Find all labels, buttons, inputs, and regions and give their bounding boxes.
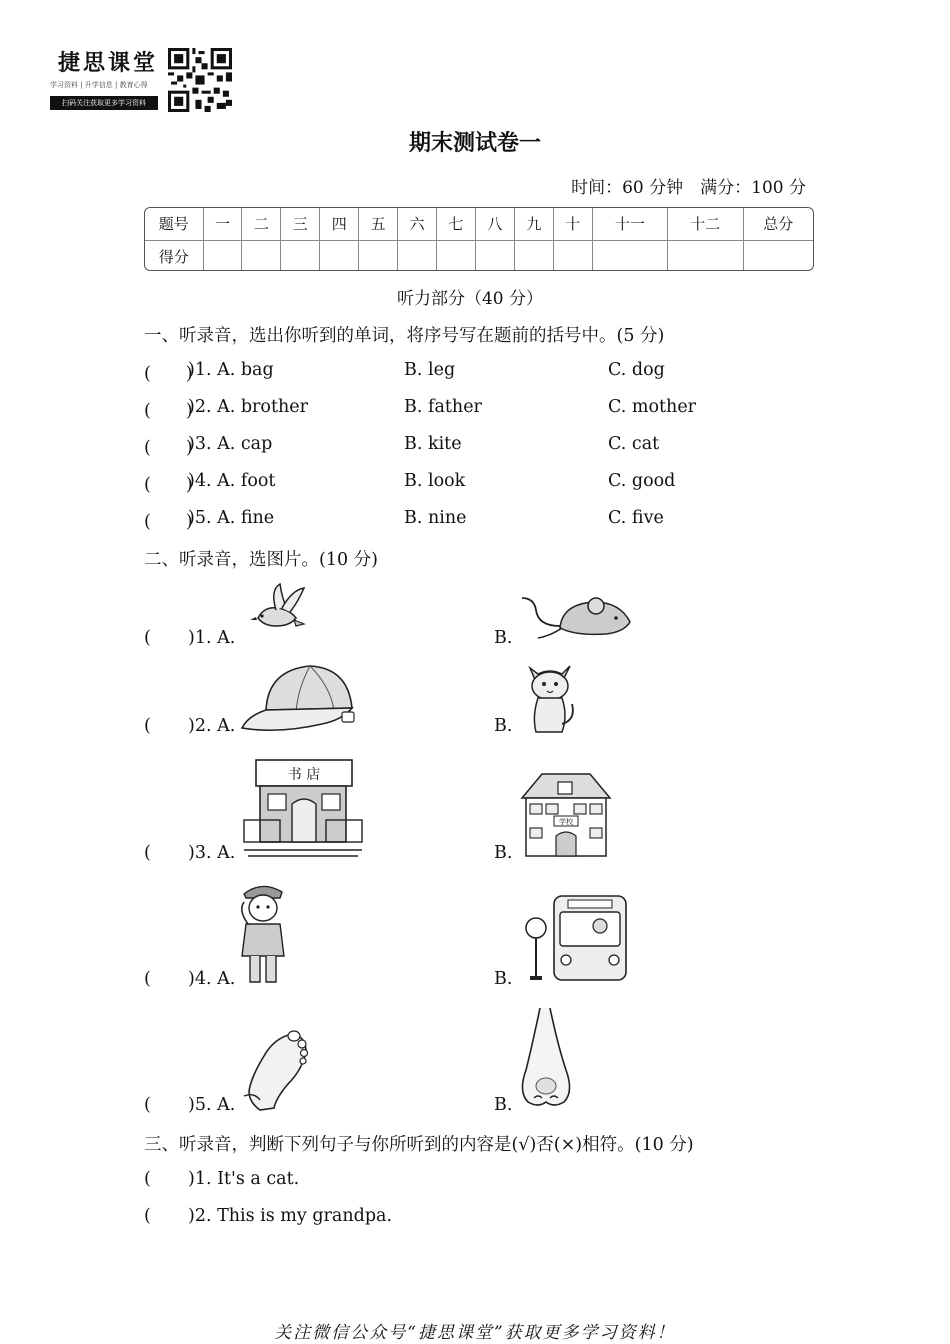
score-cell[interactable]: [475, 240, 514, 271]
nose-icon: [518, 1006, 574, 1108]
option-c: C. five: [608, 508, 664, 528]
option-c: C. cat: [608, 434, 660, 454]
score-header-cell: 七: [437, 208, 476, 240]
score-cell[interactable]: [398, 240, 437, 271]
police-officer-icon: [236, 880, 290, 988]
score-header-cell: 八: [475, 208, 514, 240]
answer-paren[interactable]: (: [144, 969, 151, 989]
answer-paren[interactable]: (: [144, 716, 151, 736]
cat-icon: [522, 660, 578, 736]
answer-paren[interactable]: (: [144, 1169, 151, 1189]
score-header-cell: 三: [281, 208, 320, 240]
score-cell[interactable]: [553, 240, 592, 271]
option-a: )1. A. bag: [188, 360, 274, 380]
option-a: )5. A. fine: [188, 508, 275, 528]
brand-tags: 学习资料 | 升学信息 | 教育心得: [50, 81, 148, 89]
answer-paren[interactable]: ( ): [144, 512, 193, 532]
brand-logo: [50, 46, 240, 116]
score-header-cell: 四: [320, 208, 359, 240]
score-header-cell: 总分: [743, 208, 813, 240]
option-b: B. kite: [404, 434, 462, 454]
school-sign-text: 学校: [559, 818, 573, 826]
option-b: B. father: [404, 397, 482, 417]
score-header-cell: 二: [242, 208, 281, 240]
option-a: )4. A. foot: [188, 471, 276, 491]
section2-title: 二、听录音，选图片。(10 分): [144, 550, 378, 570]
section1-question: [144, 508, 804, 534]
judge-sentence: )2. This is my grandpa.: [188, 1206, 393, 1226]
time-info: 时间：60 分钟 满分：100 分: [571, 178, 806, 198]
score-cell[interactable]: [437, 240, 476, 271]
answer-paren[interactable]: (: [144, 843, 151, 863]
pic-option-a-label: )2. A.: [188, 716, 236, 736]
section1-question: [144, 397, 804, 423]
score-header-cell: 五: [359, 208, 398, 240]
pic-option-a-label: )4. A.: [188, 969, 236, 989]
pic-option-b-label: B.: [494, 843, 513, 863]
score-cell[interactable]: [242, 240, 281, 271]
footer-note: 关注微信公众号“捷思课堂”获取更多学习资料！: [274, 1323, 676, 1343]
page-title: 期末测试卷一: [408, 131, 541, 156]
score-cell[interactable]: [203, 240, 242, 271]
score-cell[interactable]: [592, 240, 667, 271]
bookstore-sign-text: 书 店: [287, 767, 321, 783]
cap-icon: [238, 662, 360, 736]
mouse-icon: [516, 592, 636, 644]
answer-paren[interactable]: ( ): [144, 438, 193, 458]
pic-option-a-label: )3. A.: [188, 843, 236, 863]
pic-option-b-label: B.: [494, 1095, 513, 1115]
score-header-cell: 十: [553, 208, 592, 240]
qr-code-icon: [168, 48, 232, 112]
answer-paren[interactable]: ( ): [144, 364, 193, 384]
score-table: [144, 207, 814, 271]
score-cell[interactable]: [281, 240, 320, 271]
section1-title: 一、听录音，选出你听到的单词，将序号写在题前的括号中。(5 分): [144, 326, 665, 346]
judge-sentence: )1. It's a cat.: [188, 1169, 300, 1189]
section1-question: [144, 360, 804, 386]
score-cell[interactable]: [743, 240, 813, 271]
answer-paren[interactable]: ( ): [144, 401, 193, 421]
score-header-cell: 十二: [668, 208, 743, 240]
option-c: C. good: [608, 471, 676, 491]
bookstore-icon: [242, 758, 364, 860]
score-value-row: [145, 240, 813, 271]
score-header-cell: 六: [398, 208, 437, 240]
score-header-row: [145, 208, 813, 240]
bird-icon: [246, 580, 308, 636]
score-header-cell: 九: [514, 208, 553, 240]
school-icon: [520, 770, 612, 860]
option-a: )3. A. cap: [188, 434, 273, 454]
score-header-cell: 一: [203, 208, 242, 240]
pic-option-a-label: )1. A.: [188, 628, 236, 648]
option-b: B. nine: [404, 508, 467, 528]
score-cell[interactable]: [668, 240, 743, 271]
score-cell[interactable]: [359, 240, 398, 271]
answer-paren[interactable]: ( ): [144, 475, 193, 495]
answer-paren[interactable]: (: [144, 628, 151, 648]
listening-header: 听力部分（40 分）: [396, 289, 544, 309]
score-row-label: 得分: [145, 240, 203, 271]
brand-bar: 扫码关注获取更多学习资料: [50, 96, 158, 110]
pic-option-b-label: B.: [494, 969, 513, 989]
pic-option-b-label: B.: [494, 628, 513, 648]
pic-option-a-label: )5. A.: [188, 1095, 236, 1115]
bus-stop-icon: [520, 892, 632, 986]
score-header-cell: 题号: [145, 208, 203, 240]
option-a: )2. A. brother: [188, 397, 308, 417]
score-cell[interactable]: [514, 240, 553, 271]
option-b: B. leg: [404, 360, 456, 380]
section1-question: [144, 471, 804, 497]
section3-title: 三、听录音，判断下列句子与你所听到的内容是(√)否(×)相符。(10 分): [144, 1135, 694, 1155]
option-b: B. look: [404, 471, 466, 491]
answer-paren[interactable]: (: [144, 1206, 151, 1226]
pic-option-b-label: B.: [494, 716, 513, 736]
answer-paren[interactable]: (: [144, 1095, 151, 1115]
brand-name: 捷思课堂: [58, 50, 159, 76]
foot-icon: [240, 1026, 310, 1114]
score-header-cell: 十一: [592, 208, 667, 240]
option-c: C. dog: [608, 360, 665, 380]
option-c: C. mother: [608, 397, 697, 417]
section1-question: [144, 434, 804, 460]
score-cell[interactable]: [320, 240, 359, 271]
